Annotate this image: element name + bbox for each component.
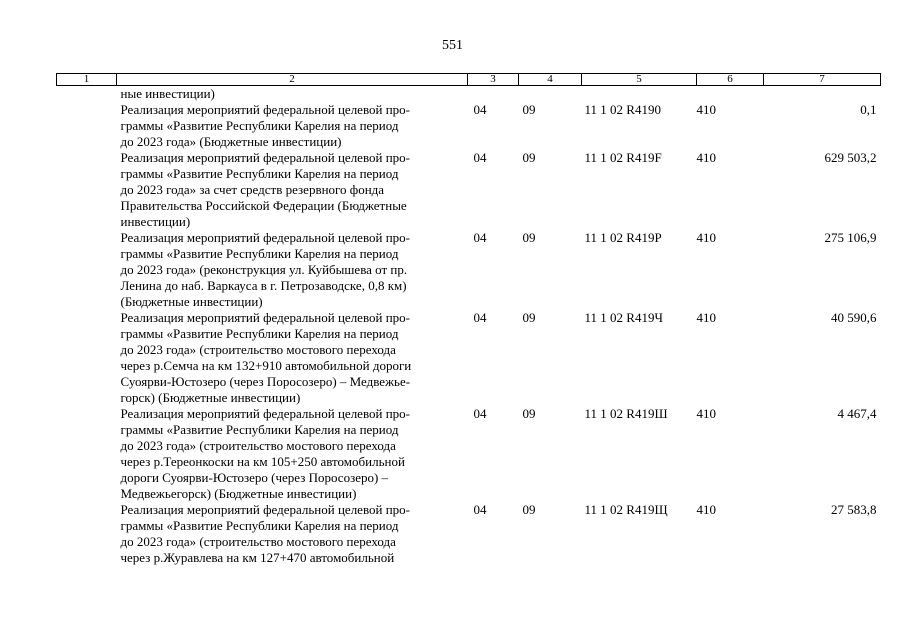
description-line: дороги Суоярви-Юстозеро (через Поросозеро) – (120, 470, 389, 485)
description-line: граммы «Развитие Республики Карелия на период (120, 518, 399, 533)
cell-amount: 629 503,2 (824, 150, 877, 165)
cell-section: 04 (473, 150, 487, 165)
cell-col-1 (57, 406, 117, 502)
description-line: до 2023 года» за счет средств резервного фонда (120, 182, 385, 197)
budget-table (56, 73, 881, 566)
cell-expense-type: 410 (696, 102, 716, 117)
table-row (57, 310, 881, 406)
description-line: Реализация мероприятий федеральной целевой про- (120, 502, 410, 517)
description-line: Медвежьегорск) (Бюджетные инвестиции) (120, 486, 357, 501)
description-line: граммы «Развитие Республики Карелия на период (120, 326, 399, 341)
cell-section: 04 (473, 310, 487, 325)
cell-subsection: 09 (522, 310, 536, 325)
cell-col-1 (57, 230, 117, 310)
cell-target-article: 11 1 02 R4190 (584, 102, 661, 117)
column-header-6: 6 (697, 74, 764, 86)
description-line: Ленина до наб. Варкауса в г. Петрозаводске, 0,8 км) (120, 278, 407, 293)
description-line: Реализация мероприятий федеральной целевой про- (120, 230, 410, 245)
description-line: граммы «Развитие Республики Карелия на период (120, 118, 399, 133)
cell-expense-type: 410 (696, 406, 716, 421)
description-line: Реализация мероприятий федеральной целевой про- (120, 102, 410, 117)
cell-description (117, 102, 468, 150)
description-line: Правительства Российской Федерации (Бюджетные (120, 198, 407, 213)
description-line: через р.Журавлева на км 127+470 автомобильной (120, 550, 395, 565)
cell-subsection: 09 (522, 150, 536, 165)
table-row (57, 102, 881, 150)
description-line: Реализация мероприятий федеральной целевой про- (120, 150, 410, 165)
description-line: до 2023 года» (строительство мостового перехода (120, 342, 396, 357)
description-line: горск) (Бюджетные инвестиции) (120, 390, 301, 405)
cell-description (117, 502, 468, 566)
description-line: до 2023 года» (реконструкция ул. Куйбышева от пр. (120, 262, 408, 277)
cell-description (117, 150, 468, 230)
description-line: граммы «Развитие Республики Карелия на период (120, 246, 399, 261)
cell-expense-type: 410 (696, 310, 716, 325)
cell-target-article: 11 1 02 R419F (584, 150, 662, 165)
cell-section: 04 (473, 406, 487, 421)
description-line: до 2023 года» (Бюджетные инвестиции) (120, 134, 342, 149)
cell-subsection: 09 (522, 406, 536, 421)
cell-col-1 (57, 502, 117, 566)
description-line: граммы «Развитие Республики Карелия на период (120, 166, 399, 181)
continuation-row (57, 86, 881, 103)
cell-description (117, 310, 468, 406)
cell-subsection: 09 (522, 230, 536, 245)
cell-section: 04 (473, 502, 487, 517)
description-line: инвестиции) (120, 214, 191, 229)
cell-expense-type: 410 (696, 150, 716, 165)
table-row (57, 406, 881, 502)
description-line: через р.Тереонкоски на км 105+250 автомобильной (120, 454, 405, 469)
column-header-7: 7 (764, 74, 881, 86)
cell-section: 04 (473, 230, 487, 245)
description-line: Суоярви-Юстозеро (через Поросозеро) – Медвежье- (120, 374, 411, 389)
cell-description (117, 230, 468, 310)
cell-col-1 (57, 150, 117, 230)
cell-amount: 27 583,8 (831, 502, 877, 517)
description-line: Реализация мероприятий федеральной целевой про- (120, 406, 410, 421)
description-line: через р.Семча на км 132+910 автомобильной дороги (120, 358, 412, 373)
cell-expense-type: 410 (696, 230, 716, 245)
continuation-text: ные инвестиции) (120, 86, 215, 101)
description-line: до 2023 года» (строительство мостового перехода (120, 534, 396, 549)
column-header-2: 2 (117, 74, 468, 86)
column-header-4: 4 (519, 74, 582, 86)
table-row (57, 502, 881, 566)
cell-amount: 0,1 (860, 102, 877, 117)
cell-description (117, 406, 468, 502)
description-line: Реализация мероприятий федеральной целевой про- (120, 310, 410, 325)
cell-amount: 40 590,6 (831, 310, 877, 325)
cell-col-1 (57, 310, 117, 406)
description-line: (Бюджетные инвестиции) (120, 294, 263, 309)
cell-expense-type: 410 (696, 502, 716, 517)
table-row (57, 150, 881, 230)
table-row (57, 230, 881, 310)
cell-amount: 275 106,9 (824, 230, 877, 245)
description-line: граммы «Развитие Республики Карелия на период (120, 422, 399, 437)
cell-target-article: 11 1 02 R419Ш (584, 406, 668, 421)
page-number: 551 (442, 38, 463, 53)
cell-section: 04 (473, 102, 487, 117)
column-header-1: 1 (57, 74, 117, 86)
description-line: до 2023 года» (строительство мостового перехода (120, 438, 396, 453)
column-header-3: 3 (468, 74, 519, 86)
cell-target-article: 11 1 02 R419Щ (584, 502, 668, 517)
cell-subsection: 09 (522, 502, 536, 517)
cell-target-article: 11 1 02 R419Ч (584, 310, 663, 325)
column-header-5: 5 (582, 74, 697, 86)
cell-subsection: 09 (522, 102, 536, 117)
column-number-header-row (57, 74, 881, 86)
cell-target-article: 11 1 02 R419P (584, 230, 662, 245)
cell-col-1 (57, 102, 117, 150)
cell-amount: 4 467,4 (837, 406, 877, 421)
